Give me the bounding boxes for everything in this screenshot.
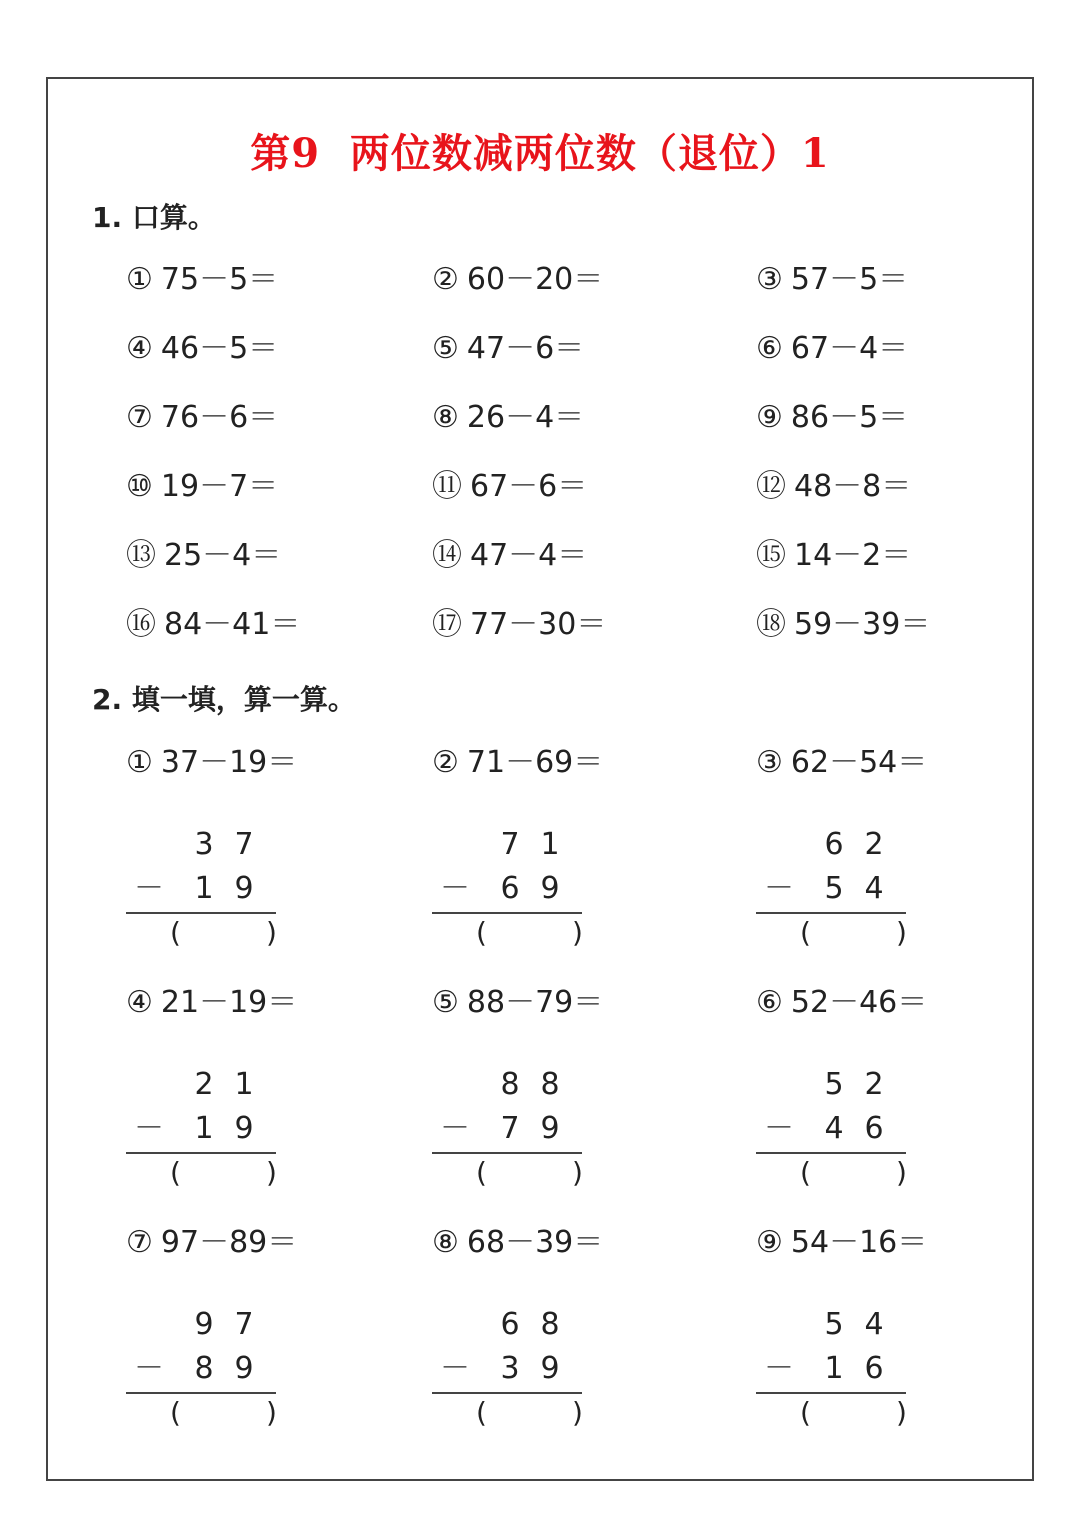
- equation-text: 77－30＝: [470, 607, 607, 642]
- mental-math-item: [126, 607, 300, 643]
- minuend-row: [126, 1308, 276, 1342]
- subtrahend-tens-digit: 3: [500, 1351, 520, 1386]
- equation-text: 88－79＝: [466, 985, 604, 1020]
- equation-text: 14－2＝: [794, 538, 912, 573]
- minuend-ones-digit: 8: [540, 1067, 560, 1102]
- minuend-row: [126, 828, 276, 862]
- vertical-math-equation: [126, 745, 297, 781]
- mental-math-item: [756, 607, 930, 643]
- mental-math-item: [126, 469, 278, 505]
- vertical-math-equation: [756, 745, 927, 781]
- equation-text: 57－5＝: [790, 262, 909, 297]
- subtrahend-ones-digit: 4: [864, 871, 884, 906]
- subtrahend-row: [126, 872, 276, 906]
- worksheet-title: 第9 两位数减两位数（退位）1: [250, 130, 830, 177]
- subtrahend-ones-digit: 9: [540, 1351, 560, 1386]
- item-number: ③: [756, 745, 783, 780]
- minus-sign: －: [440, 1351, 470, 1386]
- minuend-tens-digit: 8: [500, 1067, 520, 1102]
- item-number: ⑧: [432, 1225, 459, 1260]
- subtrahend-tens-digit: 6: [500, 871, 520, 906]
- answer-line: [432, 1392, 582, 1394]
- answer-paren-open: (: [170, 1156, 181, 1189]
- answer-paren-open: (: [476, 1396, 487, 1429]
- mental-math-item: [126, 262, 278, 298]
- answer-paren-open: (: [476, 1156, 487, 1189]
- equation-text: 47－4＝: [470, 538, 588, 573]
- equation-text: 75－5＝: [160, 262, 279, 297]
- equation-text: 60－20＝: [466, 262, 604, 297]
- vertical-calculation: [126, 1067, 278, 1189]
- item-number: ⑪: [432, 469, 462, 504]
- equation-text: 68－39＝: [466, 1225, 604, 1260]
- minuend-tens-digit: 2: [194, 1067, 214, 1102]
- answer-paren-close: ): [572, 1396, 583, 1429]
- equation-text: 59－39＝: [794, 607, 931, 642]
- item-number: ⑤: [432, 331, 459, 366]
- item-number: ⑩: [126, 469, 153, 504]
- item-number: ⑨: [756, 400, 783, 435]
- equation-text: 62－54＝: [790, 745, 928, 780]
- answer-line: [432, 1152, 582, 1154]
- subtrahend-row: [756, 872, 906, 906]
- answer-paren-open: (: [800, 1156, 811, 1189]
- answer-paren-close: ): [896, 916, 907, 949]
- item-number: ①: [126, 745, 153, 780]
- mental-math-item: [432, 469, 587, 505]
- vertical-calculation: [756, 827, 908, 949]
- answer-paren-open: (: [170, 1396, 181, 1429]
- subtrahend-ones-digit: 9: [234, 1351, 254, 1386]
- item-number: ③: [756, 262, 783, 297]
- minuend-tens-digit: 9: [194, 1307, 214, 1342]
- minuend-ones-digit: 4: [864, 1307, 884, 1342]
- item-number: ④: [126, 331, 153, 366]
- equation-text: 97－89＝: [160, 1225, 298, 1260]
- answer-paren-open: (: [800, 1396, 811, 1429]
- answer-line: [756, 1152, 906, 1154]
- item-number: ⑯: [126, 607, 156, 642]
- equation-text: 54－16＝: [790, 1225, 928, 1260]
- subtrahend-ones-digit: 6: [864, 1351, 884, 1386]
- item-number: ②: [432, 262, 459, 297]
- answer-line: [756, 912, 906, 914]
- vertical-math-equation: [126, 1225, 297, 1261]
- mental-math-item: [432, 331, 584, 367]
- answer-paren-close: ): [266, 1156, 277, 1189]
- section1-heading: 1. 口算。: [92, 201, 216, 234]
- minuend-tens-digit: 7: [500, 827, 520, 862]
- equation-text: 67－6＝: [470, 469, 588, 504]
- minus-sign: －: [764, 1351, 794, 1386]
- minus-sign: －: [764, 1111, 794, 1146]
- mental-math-item: [756, 469, 911, 505]
- subtrahend-row: [756, 1352, 906, 1386]
- item-number: ⑦: [126, 400, 153, 435]
- answer-line: [756, 1392, 906, 1394]
- subtrahend-tens-digit: 1: [194, 871, 214, 906]
- vertical-calculation: [432, 1307, 584, 1429]
- subtrahend-ones-digit: 9: [540, 1111, 560, 1146]
- minuend-row: [126, 1068, 276, 1102]
- answer-paren-close: ): [896, 1396, 907, 1429]
- minuend-ones-digit: 7: [234, 827, 254, 862]
- minuend-ones-digit: 1: [234, 1067, 254, 1102]
- subtrahend-row: [126, 1352, 276, 1386]
- answer-paren-close: ): [266, 916, 277, 949]
- minuend-row: [756, 1068, 906, 1102]
- subtrahend-row: [432, 1112, 582, 1146]
- minuend-tens-digit: 5: [824, 1307, 844, 1342]
- minuend-tens-digit: 5: [824, 1067, 844, 1102]
- minuend-row: [432, 828, 582, 862]
- mental-math-item: [756, 400, 908, 436]
- item-number: ①: [126, 262, 153, 297]
- answer-line: [432, 912, 582, 914]
- mental-math-item: [756, 331, 908, 367]
- minuend-row: [756, 828, 906, 862]
- answer-paren-open: (: [800, 916, 811, 949]
- minuend-ones-digit: 2: [864, 1067, 884, 1102]
- equation-text: 76－6＝: [160, 400, 279, 435]
- vertical-math-equation: [432, 745, 603, 781]
- section2-heading: 2. 填一填，算一算。: [92, 683, 356, 716]
- vertical-calculation: [126, 1307, 278, 1429]
- vertical-calculation: [432, 827, 584, 949]
- minuend-ones-digit: 7: [234, 1307, 254, 1342]
- subtrahend-tens-digit: 4: [824, 1111, 844, 1146]
- item-number: ⑬: [126, 538, 156, 573]
- answer-paren-close: ): [572, 916, 583, 949]
- answer-line: [126, 912, 276, 914]
- subtrahend-ones-digit: 6: [864, 1111, 884, 1146]
- minus-sign: －: [764, 871, 794, 906]
- answer-paren-close: ): [896, 1156, 907, 1189]
- mental-math-item: [432, 607, 606, 643]
- item-number: ⑮: [756, 538, 786, 573]
- mental-math-item: [432, 400, 584, 436]
- equation-text: 21－19＝: [160, 985, 298, 1020]
- subtrahend-tens-digit: 1: [824, 1351, 844, 1386]
- equation-text: 46－5＝: [160, 331, 279, 366]
- minus-sign: －: [134, 871, 164, 906]
- subtrahend-row: [126, 1112, 276, 1146]
- equation-text: 71－69＝: [466, 745, 604, 780]
- mental-math-item: [756, 262, 908, 298]
- equation-text: 47－6＝: [466, 331, 585, 366]
- answer-paren-close: ): [572, 1156, 583, 1189]
- vertical-calculation: [756, 1067, 908, 1189]
- minuend-ones-digit: 8: [540, 1307, 560, 1342]
- minus-sign: －: [440, 871, 470, 906]
- equation-text: 19－7＝: [160, 469, 279, 504]
- subtrahend-tens-digit: 1: [194, 1111, 214, 1146]
- item-number: ②: [432, 745, 459, 780]
- equation-text: 84－41＝: [164, 607, 301, 642]
- mental-math-item: [432, 262, 603, 298]
- vertical-math-equation: [756, 1225, 927, 1261]
- item-number: ⑥: [756, 985, 783, 1020]
- subtrahend-tens-digit: 5: [824, 871, 844, 906]
- minuend-ones-digit: 2: [864, 827, 884, 862]
- item-number: ⑫: [756, 469, 786, 504]
- mental-math-item: [126, 400, 278, 436]
- minuend-ones-digit: 1: [540, 827, 560, 862]
- minuend-row: [432, 1068, 582, 1102]
- subtrahend-row: [432, 1352, 582, 1386]
- minuend-tens-digit: 3: [194, 827, 214, 862]
- mental-math-item: [126, 331, 278, 367]
- equation-text: 86－5＝: [790, 400, 909, 435]
- item-number: ⑰: [432, 607, 462, 642]
- answer-paren-open: (: [476, 916, 487, 949]
- item-number: ⑱: [756, 607, 786, 642]
- item-number: ⑭: [432, 538, 462, 573]
- item-number: ⑧: [432, 400, 459, 435]
- minus-sign: －: [440, 1111, 470, 1146]
- subtrahend-row: [432, 872, 582, 906]
- mental-math-item: [126, 538, 281, 574]
- vertical-math-equation: [432, 1225, 603, 1261]
- vertical-math-equation: [756, 985, 927, 1021]
- item-number: ⑥: [756, 331, 783, 366]
- subtrahend-ones-digit: 9: [540, 871, 560, 906]
- vertical-calculation: [432, 1067, 584, 1189]
- answer-paren-open: (: [170, 916, 181, 949]
- minus-sign: －: [134, 1351, 164, 1386]
- minuend-row: [756, 1308, 906, 1342]
- subtrahend-tens-digit: 7: [500, 1111, 520, 1146]
- minuend-tens-digit: 6: [824, 827, 844, 862]
- vertical-calculation: [126, 827, 278, 949]
- answer-line: [126, 1392, 276, 1394]
- subtrahend-ones-digit: 9: [234, 871, 254, 906]
- minuend-row: [432, 1308, 582, 1342]
- minuend-tens-digit: 6: [500, 1307, 520, 1342]
- subtrahend-row: [756, 1112, 906, 1146]
- equation-text: 25－4＝: [164, 538, 282, 573]
- vertical-math-equation: [432, 985, 603, 1021]
- vertical-math-equation: [126, 985, 297, 1021]
- subtrahend-ones-digit: 9: [234, 1111, 254, 1146]
- item-number: ⑤: [432, 985, 459, 1020]
- mental-math-item: [432, 538, 587, 574]
- subtrahend-tens-digit: 8: [194, 1351, 214, 1386]
- item-number: ⑨: [756, 1225, 783, 1260]
- answer-line: [126, 1152, 276, 1154]
- vertical-calculation: [756, 1307, 908, 1429]
- minus-sign: －: [134, 1111, 164, 1146]
- item-number: ④: [126, 985, 153, 1020]
- equation-text: 48－8＝: [794, 469, 912, 504]
- equation-text: 26－4＝: [466, 400, 585, 435]
- mental-math-item: [756, 538, 911, 574]
- answer-paren-close: ): [266, 1396, 277, 1429]
- equation-text: 52－46＝: [790, 985, 928, 1020]
- equation-text: 67－4＝: [790, 331, 909, 366]
- equation-text: 37－19＝: [160, 745, 298, 780]
- item-number: ⑦: [126, 1225, 153, 1260]
